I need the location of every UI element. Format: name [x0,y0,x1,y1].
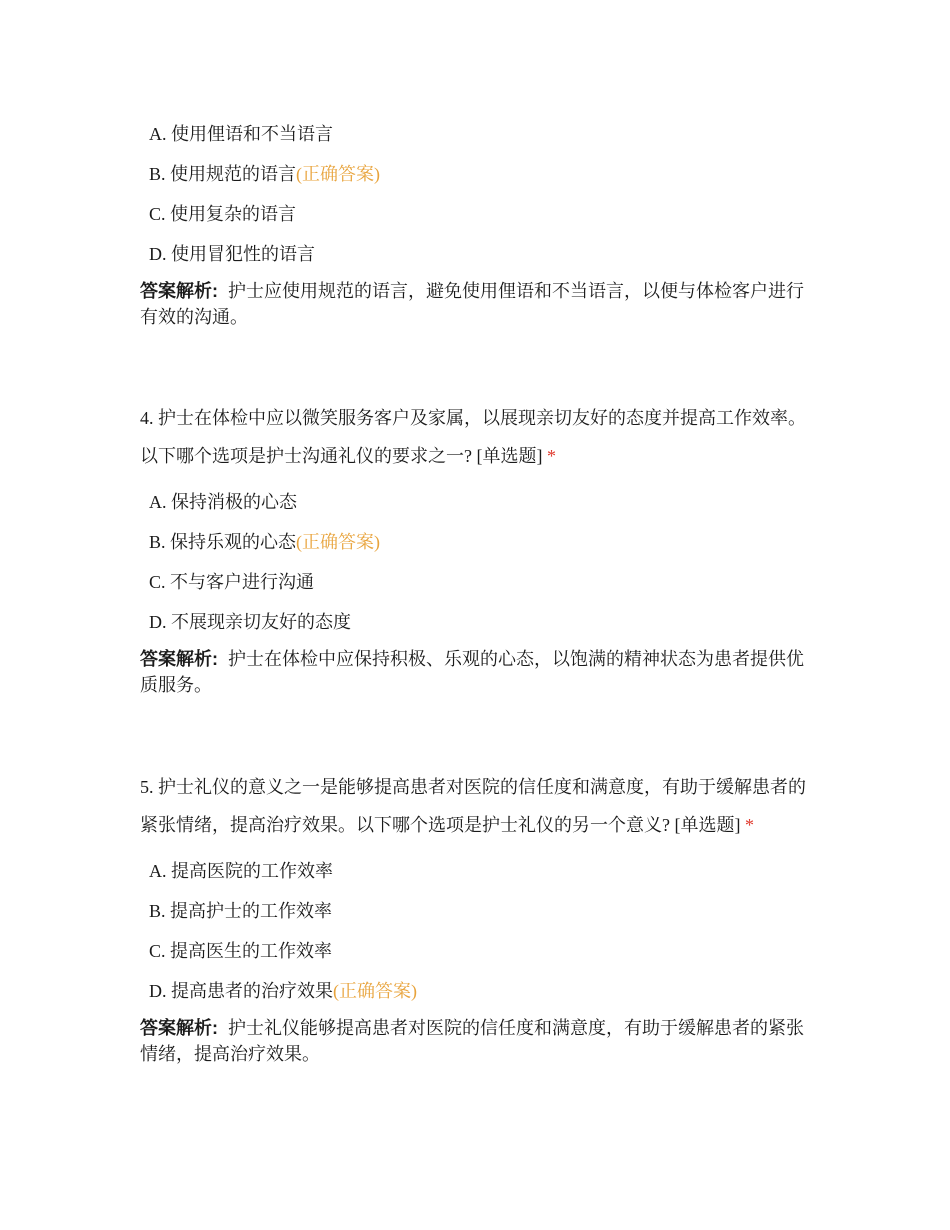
question-block-5 [140,768,820,1067]
required-mark: * [546,446,556,466]
analysis-text: 护士礼仪能够提高患者对医院的信任度和满意度，有助于缓解患者的紧张情绪，提高治疗效果。 [140,1018,804,1064]
option-d: D. 不展现亲切友好的态度 [149,612,351,632]
option-a: A. 提高医院的工作效率 [149,861,333,881]
option-c: C. 使用复杂的语言 [149,204,297,224]
option-b: B. 提高护士的工作效率 [149,901,333,921]
answer-analysis [140,278,820,330]
option-b: B. 保持乐观的心态(正确答案) [149,532,381,552]
question-block-3 [140,114,820,330]
option-a: A. 保持消极的心态 [149,492,297,512]
question-text: 4. 护士在体检中应以微笑服务客户及家属，以展现亲切友好的态度并提高工作效率。以下哪个选项是护士沟通礼仪的要求之一? [单选题] * [140,408,806,466]
option-b: B. 使用规范的语言(正确答案) [149,164,381,184]
question-block-4 [140,399,820,698]
option-d: D. 使用冒犯性的语言 [149,244,315,264]
required-mark: * [744,815,754,835]
option-c: C. 提高医生的工作效率 [149,941,333,961]
option-a: A. 使用俚语和不当语言 [149,124,333,144]
correct-answer-tag: (正确答案) [296,164,381,184]
analysis-text: 护士在体检中应保持积极、乐观的心态，以饱满的精神状态为患者提供优质服务。 [140,649,804,695]
analysis-label: 答案解析: [140,1018,218,1038]
analysis-label: 答案解析: [140,649,218,669]
correct-answer-tag: (正确答案) [333,981,417,1001]
option-c: C. 不与客户进行沟通 [149,572,315,592]
question-text: 5. 护士礼仪的意义之一是能够提高患者对医院的信任度和满意度，有助于缓解患者的紧张情绪，提高治疗效果。以下哪个选项是护士礼仪的另一个意义? [单选题] * [140,777,806,835]
option-d: D. 提高患者的治疗效果(正确答案) [149,981,417,1001]
analysis-label: 答案解析: [140,281,218,301]
answer-analysis [140,646,820,698]
answer-analysis [140,1015,820,1067]
analysis-text: 护士应使用规范的语言，避免使用俚语和不当语言，以便与体检客户进行有效的沟通。 [140,281,804,327]
correct-answer-tag: (正确答案) [296,532,381,552]
